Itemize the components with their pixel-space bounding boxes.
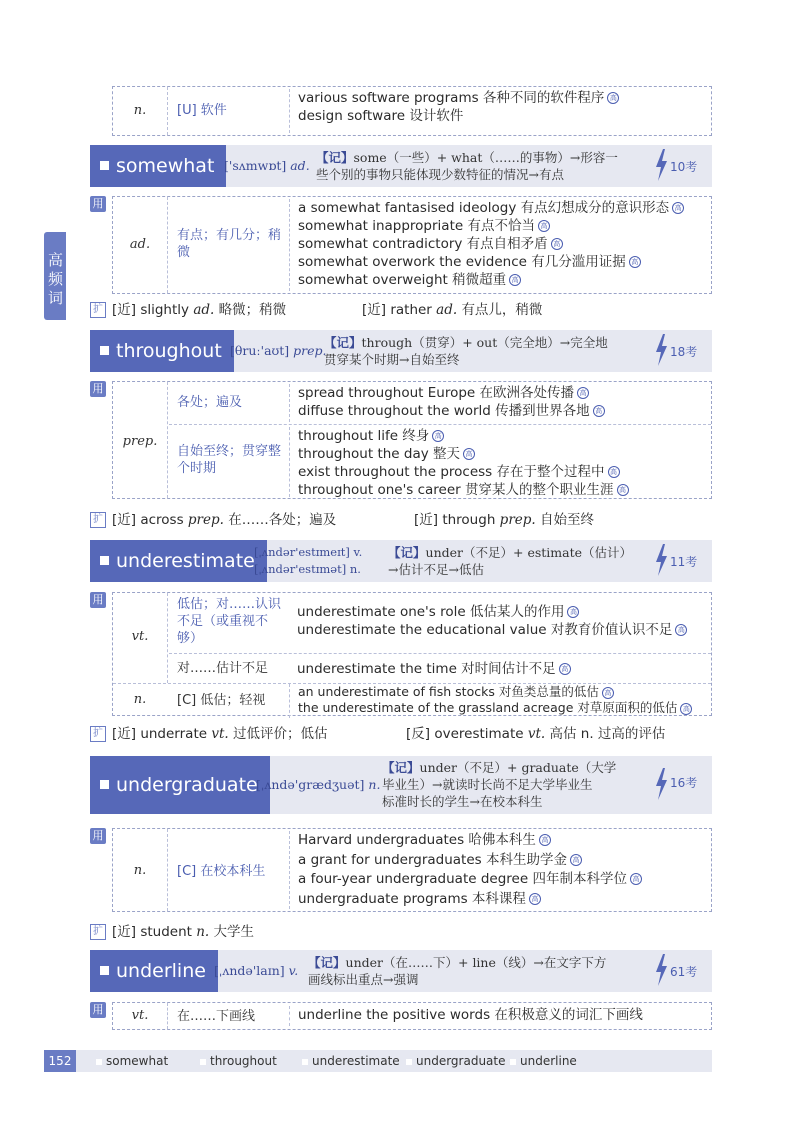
sense-row	[113, 829, 711, 911]
extend-line: [近] rather ad. 有点儿，稍微	[362, 302, 543, 318]
sense-meaning: 有点；有几分；稍微	[177, 228, 282, 260]
footer-word: somewhat	[96, 1050, 168, 1072]
example: Harvard undergraduates 哈佛本科生 高	[298, 831, 707, 851]
entry-header	[90, 330, 712, 372]
mark-icon: 高	[672, 202, 684, 214]
exam-count: 18考	[652, 330, 708, 372]
example: somewhat inappropriate 有点不恰当 高	[298, 217, 707, 235]
entry-header	[90, 756, 712, 814]
mark-icon: 高	[570, 854, 582, 866]
examples	[289, 89, 707, 133]
top-entry-box	[112, 86, 712, 136]
example: a grant for undergraduates 本科生助学金 高	[298, 851, 707, 871]
example: spread throughout Europe 在欧洲各处传播 高	[298, 384, 707, 402]
senses-box	[112, 828, 712, 912]
mark-icon: 高	[539, 834, 551, 846]
mark-icon: 高	[630, 873, 642, 885]
lightning-icon	[654, 334, 668, 366]
phonetic: [ˌʌndə'laɪn] v.	[214, 963, 299, 978]
phonetic: [ˌʌndər'estɪmeɪt] v. [ˌʌndər'estɪmət] n.	[254, 545, 363, 576]
sense-row	[113, 1003, 711, 1029]
mark-icon: 高	[509, 274, 521, 286]
example: various software programs 各种不同的软件程序 高	[298, 89, 707, 107]
usage-icon: 用	[90, 196, 106, 212]
extend-icon: 扩	[90, 924, 106, 940]
examples	[289, 1006, 707, 1026]
example: underestimate the educational value 对教育价值认识不足 高	[297, 621, 707, 639]
mark-icon: 高	[559, 663, 571, 675]
example: somewhat overweight 稍微超重 高	[298, 271, 707, 289]
extend-line: 扩 [近] slightly ad. 略微；稍微	[90, 298, 286, 318]
sub-row	[169, 653, 711, 683]
sense-row	[113, 593, 711, 683]
example: design software 设计软件	[298, 108, 464, 124]
senses-box	[112, 381, 712, 499]
sense-row	[113, 382, 711, 424]
memo: 【记】under（不足）+ graduate（大学 毕业生）→就读时长尚不足大学毕业生 标准时长的学生→在校本科生	[382, 760, 617, 809]
sense-row	[113, 87, 711, 135]
headword: underline	[90, 950, 218, 992]
side-tab: 高频词	[44, 232, 66, 320]
example: somewhat overwork the evidence 有几分滥用证据 高	[298, 253, 707, 271]
lightning-icon	[654, 544, 668, 576]
example: underline the positive words 在积极意义的词汇下画线	[298, 1007, 643, 1023]
mark-icon: 高	[607, 92, 619, 104]
entry-header	[90, 540, 712, 582]
example: throughout one's career 贯穿某人的整个职业生涯 高	[298, 481, 707, 499]
example: a somewhat fantasised ideology 有点幻想成分的意识形态 高	[298, 199, 707, 217]
pos-label: vt.	[131, 629, 149, 644]
example: undergraduate programs 本科课程 高	[298, 890, 707, 910]
headword: undergraduate	[90, 756, 270, 814]
headword: underestimate	[90, 540, 267, 582]
usage-icon: 用	[90, 381, 106, 397]
headword: throughout	[90, 330, 234, 372]
headword: somewhat	[90, 145, 226, 187]
page-number: 152	[44, 1050, 76, 1072]
mark-icon: 高	[675, 624, 687, 636]
entry-header	[90, 145, 712, 187]
lightning-icon	[654, 149, 668, 181]
extend-icon: 扩	[90, 512, 106, 528]
examples	[289, 427, 707, 497]
examples	[289, 660, 707, 682]
example: exist throughout the process 存在于整个过程中 高	[298, 463, 707, 481]
footer-word: underestimate	[302, 1050, 400, 1072]
example: the underestimate of the grassland acreage 对草原面积的低估 高	[298, 700, 707, 716]
extend-line: [近] through prep. 自始至终	[414, 512, 594, 528]
senses-box	[112, 196, 712, 294]
example: throughout life 终身 高	[298, 427, 707, 445]
exam-count: 61考	[652, 950, 708, 992]
pos-label: vt.	[131, 1008, 149, 1023]
examples	[289, 199, 707, 291]
lightning-icon	[654, 768, 668, 800]
memo: 【记】some（一些）+ what（……的事物）→形容一 些个别的事物只能体现少数特征的情况→有点	[316, 150, 618, 182]
extend-line: 扩 [近] across prep. 在……各处；遍及	[90, 508, 336, 528]
mark-icon: 高	[529, 893, 541, 905]
footer-word: throughout	[200, 1050, 277, 1072]
mark-icon: 高	[602, 687, 614, 699]
mark-icon: 高	[577, 387, 589, 399]
footer-word: undergraduate	[406, 1050, 506, 1072]
extend-line: 扩 [近] student n. 大学生	[90, 920, 254, 940]
extend-line: [反] overestimate vt. 高估 n. 过高的评估	[406, 726, 666, 742]
senses-box	[112, 592, 712, 716]
sense-meaning: 自始至终；贯穿整个时期	[177, 444, 282, 476]
sub-row	[169, 593, 711, 653]
phonetic: ['sʌmwɒt] ad.	[224, 158, 310, 173]
extend-icon: 扩	[90, 726, 106, 742]
sense-meaning: 在……下画线	[177, 1009, 256, 1024]
memo: 【记】under（在……下）+ line（线）→在文字下方 画线标出重点→强调	[308, 955, 607, 987]
example: diffuse throughout the world 传播到世界各地 高	[298, 402, 707, 420]
phonetic: [θruː'aʊt] prep.	[230, 343, 327, 358]
memo: 【记】under（不足）+ estimate（估计） →估计不足→低估	[388, 545, 632, 577]
extend-icon: 扩	[90, 302, 106, 318]
mark-icon: 高	[551, 238, 563, 250]
mark-icon: 高	[538, 220, 550, 232]
example: underestimate the time 对时间估计不足 高	[297, 660, 707, 678]
footer-word: underline	[510, 1050, 577, 1072]
pos-label: n.	[133, 103, 147, 118]
senses-box	[112, 1002, 712, 1030]
page-footer	[44, 1050, 712, 1072]
memo: 【记】through（贯穿）+ out（完全地）→完全地 贯穿某个时期→自始至终	[324, 335, 608, 367]
sense-meaning: 对……估计不足	[177, 661, 269, 676]
pos-label: n.	[133, 863, 147, 878]
mark-icon: 高	[432, 430, 444, 442]
example: a four-year undergraduate degree 四年制本科学位 高	[298, 870, 707, 890]
mark-icon: 高	[567, 606, 579, 618]
mark-icon: 高	[680, 703, 692, 715]
example: an underestimate of fish stocks 对鱼类总量的低估 高	[298, 684, 707, 700]
mark-icon: 高	[593, 405, 605, 417]
extend-line: 扩 [近] underrate vt. 过低评价；低估	[90, 722, 328, 742]
entry-header	[90, 950, 712, 992]
phonetic: [ˌʌndə'grædʒuət] n.	[256, 777, 381, 792]
mark-icon: 高	[463, 448, 475, 460]
sense-meaning: [C] 在校本科生	[177, 864, 266, 879]
exam-count: 16考	[652, 756, 708, 814]
mark-icon: 高	[617, 484, 629, 496]
sense-meaning: [U] 软件	[177, 103, 227, 118]
pos-label: ad.	[129, 237, 151, 252]
examples	[289, 684, 707, 718]
exam-count: 10考	[652, 145, 708, 187]
examples	[289, 831, 707, 909]
sense-row	[113, 683, 711, 717]
pos-label: n.	[133, 692, 147, 707]
sense-row	[169, 424, 711, 498]
sense-meaning: [C] 低估；轻视	[177, 693, 266, 708]
examples	[289, 384, 707, 422]
pos-label: prep.	[122, 434, 158, 449]
exam-count: 11考	[652, 540, 708, 582]
mark-icon: 高	[608, 466, 620, 478]
example: somewhat contradictory 有点自相矛盾 高	[298, 235, 707, 253]
usage-icon: 用	[90, 828, 106, 844]
example: underestimate one's role 低估某人的作用 高	[297, 603, 707, 621]
example: throughout the day 整天 高	[298, 445, 707, 463]
sense-meaning: 各处；遍及	[177, 395, 243, 410]
sense-row	[113, 197, 711, 293]
usage-icon: 用	[90, 592, 106, 608]
examples	[289, 603, 707, 643]
sense-meaning: 低估；对……认识不足（或重视不够）	[177, 597, 282, 646]
mark-icon: 高	[629, 256, 641, 268]
lightning-icon	[654, 954, 668, 986]
usage-icon: 用	[90, 1002, 106, 1018]
